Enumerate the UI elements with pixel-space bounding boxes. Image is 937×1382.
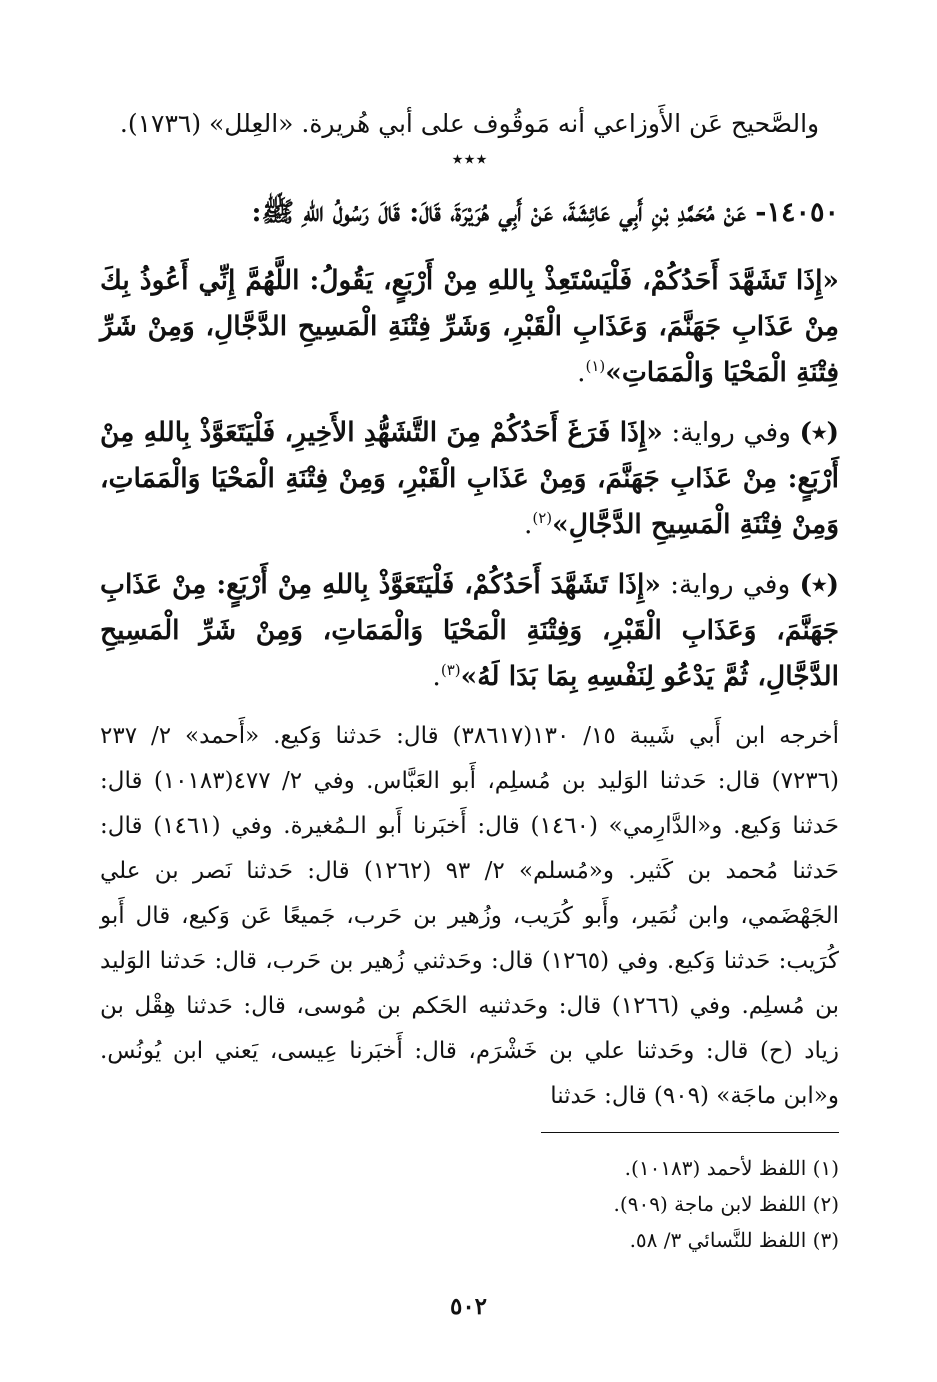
takhrij-paragraph: أخرجه ابن أَبي شَيبة ١٥/ ١٣٠(٣٨٦١٧) قال: حَدثنا وَكيع. «أَحمد» ٢/ ٢٣٧ (٧٢٣٦) قال: حَدثنا الوَليد بن مُسلِم، أَبو العَبَّاس. وفي ٢/ ٤٧٧(١٠١٨٣) قال: حَدثنا وَكيع. و«الدَّارِمي» (١٤٦٠) قال: أَخبَرنا أَبو الـمُغيرة. وفي (١٤٦١) قال: حَدثنا مُحمد بن كَثير. و«مُسلم» ٢/ ٩٣ (١٢٦٢) قال: حَدثنا نَصر بن علي الجَهْضَمي، وابن نُمَير، وأَبو كُرَيب، وزُهير بن حَرب، جَميعًا عَن وَكيع، قال أَبو كُرَيب: حَدثنا وَكيع. وفي (١٢٦٥) قال: وحَدثني زُهير بن حَرب، قال: حَدثنا الوَليد بن مُسلِم. وفي (١٢٦٦) قال: وحَدثنيه الحَكم بن مُوسى، قال: حَدثنا هِقْل بن زياد (ح) قال: وحَدثنا علي بن خَشْرَم، قال: أَخبَرنا عِيسى، يَعني ابن يُونُس. و«ابن ماجَة» (٩٠٩) قال: حَدثنا xyxy=(100,723,840,1109)
hadith-isnad: - عَنْ مُحَمَّدِ بْنِ أَبِي عَائِشَةَ، عَنْ أَبِي هُرَيْرَةَ، قَالَ: قَالَ رَسُولُ اللهِ ﷺ: xyxy=(251,197,767,228)
footnote-ref: (٢) xyxy=(532,509,553,528)
section-separator: ٭٭٭ xyxy=(451,147,488,172)
asterisk-marker: (٭) xyxy=(799,569,839,600)
hadith-heading xyxy=(100,190,839,236)
footnote-ref: (١) xyxy=(585,357,606,376)
footnotes-list xyxy=(100,1150,839,1258)
variant-lead: وفي رواية: xyxy=(671,417,791,448)
narration-text: «إِذَا تَشَهَّدَ أَحَدُكُمْ، فَلْيَسْتَعِذْ بِاللهِ مِنْ أَرْبَعٍ، يَقُولُ: اللَّهُمَّ إِنِّي أَعُوذُ بِكَ مِنْ عَذَابِ جَهَنَّمَ، وَعَذَابِ الْقَبْرِ، وَشَرِّ فِتْنَةِ الْمَسِيحِ الدَّجَّالِ، وَمِنْ شَرِّ فِتْنَةِ الْمَحْيَا وَالْمَمَاتِ» xyxy=(100,265,839,388)
footnote-divider xyxy=(541,1132,839,1133)
intro-line: والصَّحيح عَن الأَوزاعي أنه مَوقُوف على أبي هُريرة. «العِلل» (١٧٣٦). xyxy=(119,109,820,138)
footnote-ref: (٣) xyxy=(440,661,461,680)
narration-text: «إِذَا تَشَهَّدَ أَحَدُكُمْ، فَلْيَتَعَوَّذْ بِاللهِ مِنْ أَرْبَعٍ: مِنْ عَذَابِ جَهَنَّمَ، وَعَذَابِ الْقَبْرِ، وَفِتْنَةِ الْمَحْيَا وَالْمَمَاتِ، وَمِنْ شَرِّ الْمَسِيحِ الدَّجَّالِ، ثُمَّ يَدْعُو لِنَفْسِهِ بِمَا بَدَا لَهُ» xyxy=(100,569,839,692)
footnote-item: (٢) اللفظ لابن ماجة (٩٠٩). xyxy=(613,1192,839,1216)
hadith-number: ١٤٠٥٠ xyxy=(766,197,839,228)
narration-variant: (٭) وفي رواية: «إِذَا تَشَهَّدَ أَحَدُكُمْ، فَلْيَتَعَوَّذْ بِاللهِ مِنْ أَرْبَعٍ: مِنْ عَذَابِ جَهَنَّمَ، وَعَذَابِ الْقَبْرِ، وَفِتْنَةِ الْمَحْيَا وَالْمَمَاتِ، وَمِنْ شَرِّ الْمَسِيحِ الدَّجَّالِ، ثُمَّ يَدْعُو لِنَفْسِهِ بِمَا بَدَا لَهُ»$^{(٣)}$. xyxy=(100,569,839,692)
footnote-item: (٣) اللفظ للنَّسائي ٣/ ٥٨. xyxy=(629,1228,839,1252)
page-number: ٥٠٢ xyxy=(449,1293,488,1320)
narration-variant: (٭) وفي رواية: «إِذَا فَرَغَ أَحَدُكُمْ مِنَ التَّشَهُّدِ الأَخِيرِ، فَلْيَتَعَوَّذْ بِاللهِ مِنْ أَرْبَعٍ: مِنْ عَذَابِ جَهَنَّمَ، وَمِنْ عَذَابِ الْقَبْرِ، وَمِنْ فِتْنَةِ الْمَحْيَا وَالْمَمَاتِ، وَمِنْ فِتْنَةِ الْمَسِيحِ الدَّجَّالِ»$^{(٢)}$. xyxy=(100,417,839,540)
narration-text: «إِذَا فَرَغَ أَحَدُكُمْ مِنَ التَّشَهُّدِ الأَخِيرِ، فَلْيَتَعَوَّذْ بِاللهِ مِنْ أَرْبَعٍ: مِنْ عَذَابِ جَهَنَّمَ، وَمِنْ عَذَابِ الْقَبْرِ، وَمِنْ فِتْنَةِ الْمَحْيَا وَالْمَمَاتِ، وَمِنْ فِتْنَةِ الْمَسِيحِ الدَّجَّالِ» xyxy=(100,417,839,540)
asterisk-marker: (٭) xyxy=(799,417,839,448)
footnote-item: (١) اللفظ لأحمد (١٠١٨٣). xyxy=(624,1156,839,1180)
narration-main: «إِذَا تَشَهَّدَ أَحَدُكُمْ، فَلْيَسْتَعِذْ بِاللهِ مِنْ أَرْبَعٍ، يَقُولُ: اللَّهُمَّ إِنِّي أَعُوذُ بِكَ مِنْ عَذَابِ جَهَنَّمَ، وَعَذَابِ الْقَبْرِ، وَشَرِّ فِتْنَةِ الْمَسِيحِ الدَّجَّالِ، وَمِنْ شَرِّ فِتْنَةِ الْمَحْيَا وَالْمَمَاتِ»$^{(١)}$. xyxy=(100,265,839,388)
variant-lead: وفي رواية: xyxy=(670,569,791,600)
